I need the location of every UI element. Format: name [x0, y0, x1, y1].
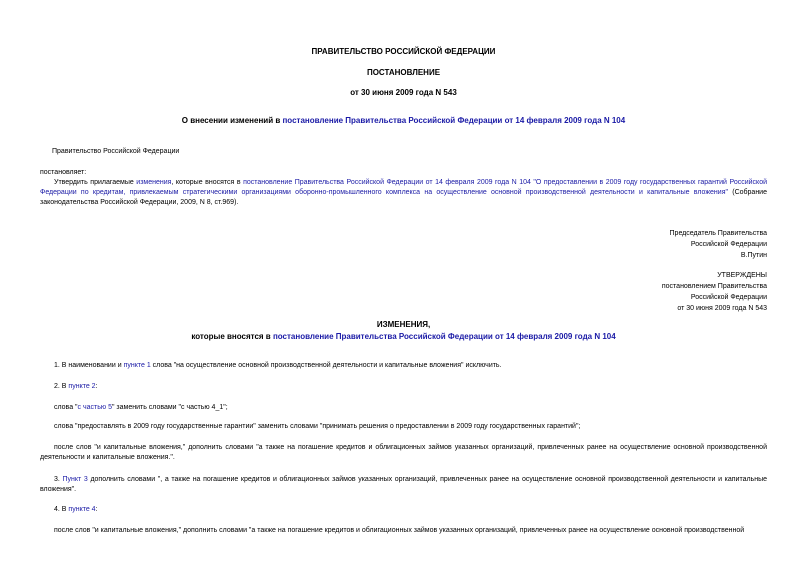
signature-line-2: Российской Федерации [690, 241, 767, 248]
approve-text-2: , которые вносятся в [171, 179, 244, 186]
doc-title-link[interactable]: постановление Правительства Российской Федерации от 14 февраля 2009 года N 104 [282, 116, 626, 125]
approve-paragraph [40, 178, 767, 208]
item-2-sub-1 [40, 403, 767, 413]
item-2-sub-1-text-a: слова " [54, 404, 78, 411]
changes-subheading [0, 332, 807, 341]
item-2-sub-1-link[interactable]: с частью 5 [77, 404, 112, 411]
government-heading: ПРАВИТЕЛЬСТВО РОССИЙСКОЙ ФЕДЕРАЦИИ [311, 47, 496, 56]
item-1-text-b: слова "на осуществление основной производственной деятельности и капитальные вложения" исключить. [150, 362, 502, 369]
item-2 [40, 382, 767, 392]
item-1 [40, 361, 767, 371]
changes-sub-prefix: которые вносятся в [191, 332, 273, 341]
approved-line-1: УТВЕРЖДЕНЫ [717, 272, 767, 279]
doc-title-prefix: О внесении изменений в [181, 116, 283, 125]
changes-sub-link[interactable]: постановление Правительства Российской Федерации от 14 февраля 2009 года N 104 [272, 332, 616, 341]
signature-line-3: В.Путин [740, 252, 767, 259]
resolution-104-link[interactable]: постановление Правительства Российской Федерации от 14 февраля 2009 года N 104 "О предоставлении в 2009 году государственных гарантий Российской Федерации по кредитам, привлекаемым стратегическими организациями оборонно-промышленного комплекса на осуществление основной производственной деятельности и капитальные вложения" [40, 179, 767, 196]
signature-block [670, 228, 767, 261]
approved-line-3: Российской Федерации [690, 294, 767, 301]
item-2-text-b: : [95, 383, 98, 390]
approved-line-4: от 30 июня 2009 года N 543 [677, 305, 767, 312]
item-2-text-a: 2. В [54, 383, 69, 390]
approved-block [662, 270, 767, 314]
item-2-link[interactable]: пункте 2 [68, 383, 96, 390]
doc-date-number: от 30 июня 2009 года N 543 [350, 88, 457, 97]
changes-heading: ИЗМЕНЕНИЯ, [376, 320, 431, 329]
approved-line-2: постановлением Правительства [661, 283, 767, 290]
approve-text-3: (Собрание законодательства Российской Федерации, 2009, N 8, ст.969). [40, 189, 767, 206]
item-2-sub-1-text-b: " заменить словами "с частью 4_1"; [111, 404, 228, 411]
item-4-link[interactable]: пункте 4 [68, 506, 96, 513]
item-4 [40, 505, 767, 515]
item-3-text-a: 3. [54, 476, 63, 483]
item-2-sub-2: слова "предоставлять в 2009 году государственные гарантии" заменить словами "принимать решения о предоставлении в 2009 году государственных гарантий"; [54, 423, 581, 430]
doc-type-heading: ПОСТАНОВЛЕНИЕ [366, 68, 441, 77]
item-3-text-b: дополнить словами ", а также на погашение кредитов и облигационных займов указанных организаций, привлеченных ранее на осуществление основной производственной деятельности и капитальные вложения". [40, 476, 767, 493]
decides-text: постановляет: [40, 169, 87, 176]
item-1-link[interactable]: пункте 1 [123, 362, 151, 369]
doc-title [0, 116, 807, 125]
issuer-text: Правительство Российской Федерации [52, 148, 180, 155]
item-3 [40, 475, 767, 495]
changes-link[interactable]: изменения [136, 179, 172, 186]
item-3-link[interactable]: Пункт 3 [62, 476, 88, 483]
item-1-text-a: 1. В наименовании и [54, 362, 124, 369]
item-4-sub-1: после слов "и капитальные вложения," дополнить словами "а также на погашение кредитов и облигационных займов указанных организаций, привлеченных ранее на осуществление основной производственной [54, 527, 745, 534]
approve-text-1: Утвердить прилагаемые [54, 179, 137, 186]
item-4-text-b: : [95, 506, 98, 513]
item-2-sub-3: после слов "и капитальные вложения," дополнить словами "а также на погашение кредитов и облигационных займов указанных организаций, привлеченных ранее на осуществление основной производственной деятельности и капитальные вложения.". [40, 444, 767, 461]
item-4-text-a: 4. В [54, 506, 69, 513]
signature-line-1: Председатель Правительства [669, 230, 767, 237]
